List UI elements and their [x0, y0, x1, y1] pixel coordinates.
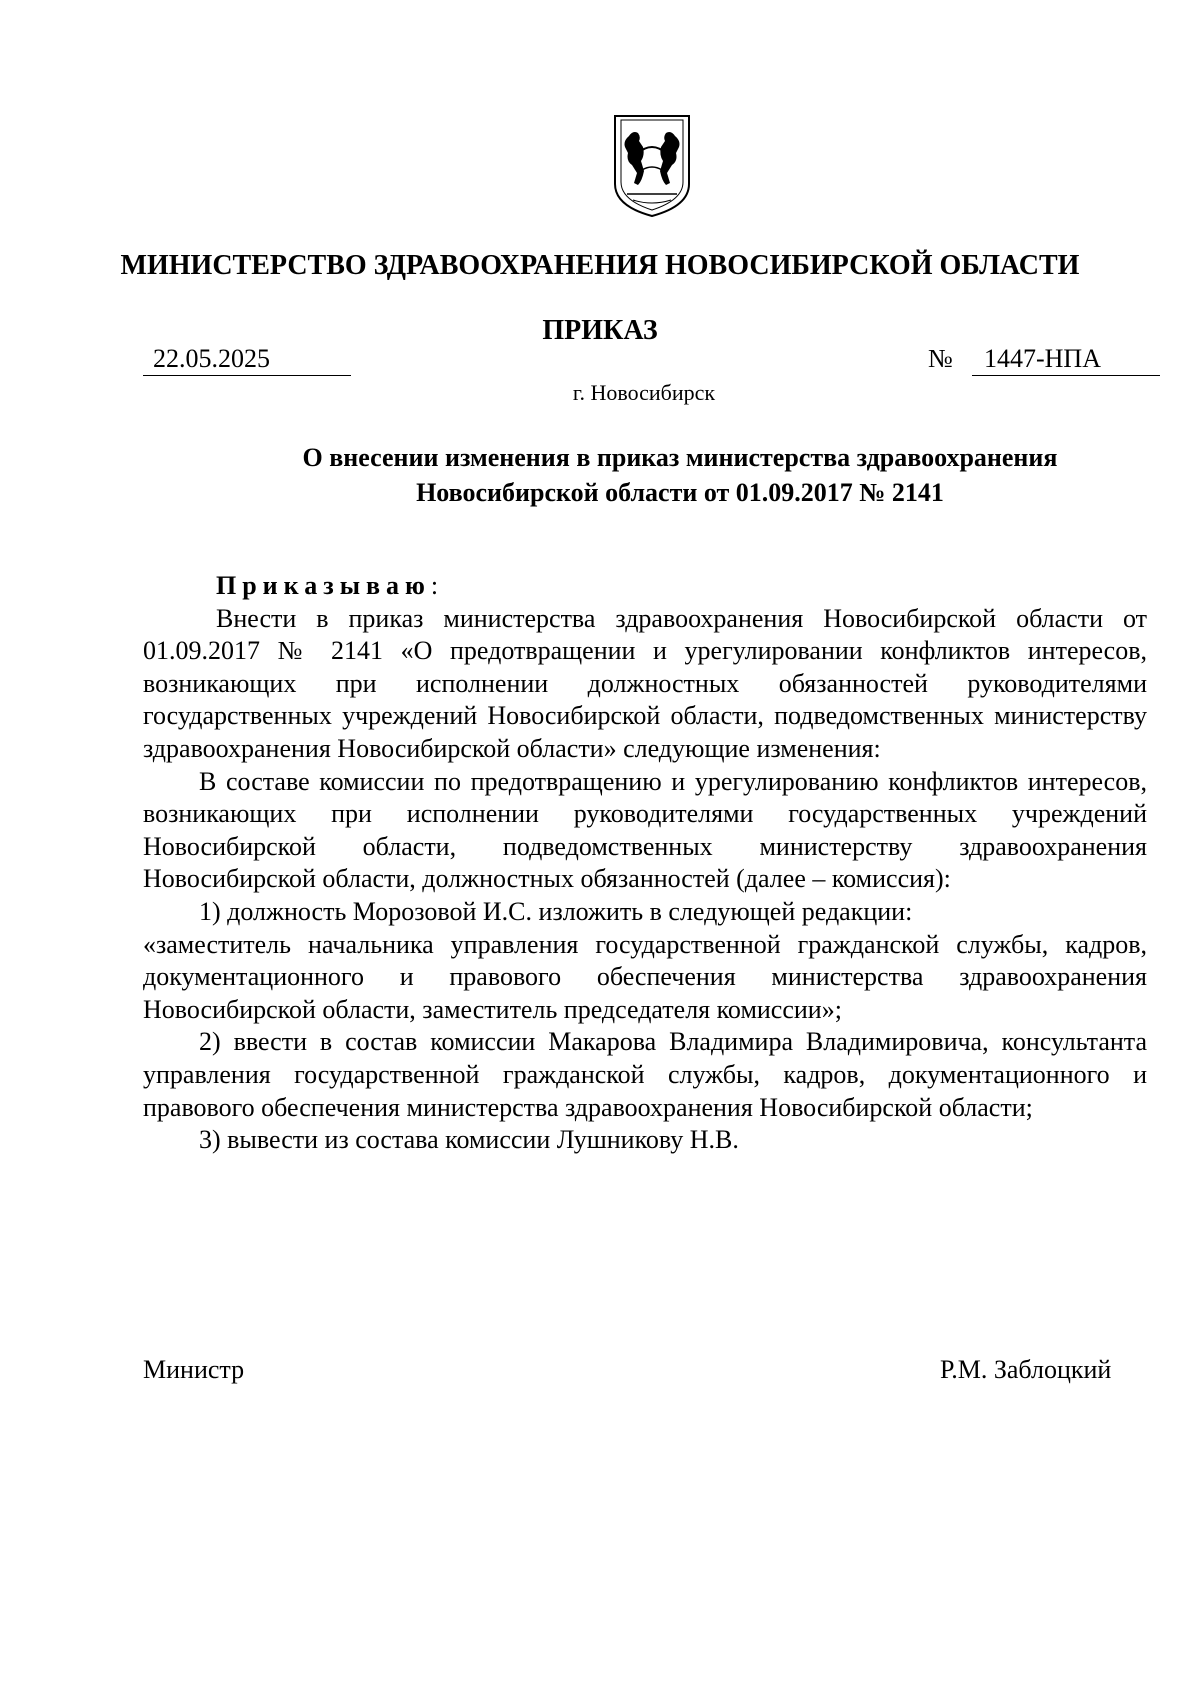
ministry-title: МИНИСТЕРСТВО ЗДРАВООХРАНЕНИЯ НОВОСИБИРСКОЙ ОБЛАСТИ	[120, 250, 1080, 281]
coat-of-arms-icon	[607, 110, 697, 220]
list-item-2: 2) ввести в состав комиссии Макарова Владимира Владимировича, консультанта управления государственной гражданской службы, кадров, документационного и правового обеспечения министерства здравоохранения Новосибирской области;	[143, 1027, 1147, 1122]
number-sign: №	[928, 344, 953, 373]
list-item-1-quote: «заместитель начальника управления государственной гражданской службы, кадров, документационного и правового обеспечения министерства здравоохранения Новосибирской области, заместитель председателя комиссии»;	[143, 929, 1147, 1024]
document-body	[143, 570, 1147, 1157]
signatory-name: Р.М. Заблоцкий	[940, 1355, 1112, 1384]
signatory-title: Министр	[143, 1355, 245, 1384]
document-city: г. Новосибирск	[572, 380, 716, 405]
list-item-3: 3) вывести из состава комиссии Лушникову Н.В.	[199, 1125, 739, 1155]
document-subject	[150, 440, 1200, 510]
order-heading	[143, 570, 1147, 603]
order-word: Приказываю	[216, 571, 431, 600]
document-type: ПРИКАЗ	[542, 315, 658, 346]
subject-line-1: О внесении изменения в приказ министерства здравоохранения	[302, 443, 1058, 472]
paragraph-2: В составе комиссии по предотвращению и урегулированию конфликтов интересов, возникающих при исполнении руководителями государственных учреждений Новосибирской области, подведомственных министерству здравоохранения Новосибирской области, должностных обязанностей (далее – комиссия):	[143, 766, 1147, 894]
document-date: 22.05.2025	[143, 344, 351, 376]
subject-line-2: Новосибирской области от 01.09.2017 № 2141	[416, 478, 944, 507]
order-colon: :	[430, 571, 439, 600]
document-number: 1447-НПА	[972, 344, 1160, 376]
paragraph-1: Внести в приказ министерства здравоохранения Новосибирской области от 01.09.2017 № 2141 «О предотвращении и урегулировании конфликтов интересов, возникающих при исполнении должностных обязанностей руководителями государственных учреждений Новосибирской области, подведомственных министерству здравоохранения Новосибирской области» следующие изменения:	[143, 603, 1147, 763]
list-item-1: 1) должность Морозовой И.С. изложить в следующей редакции:	[199, 896, 913, 926]
